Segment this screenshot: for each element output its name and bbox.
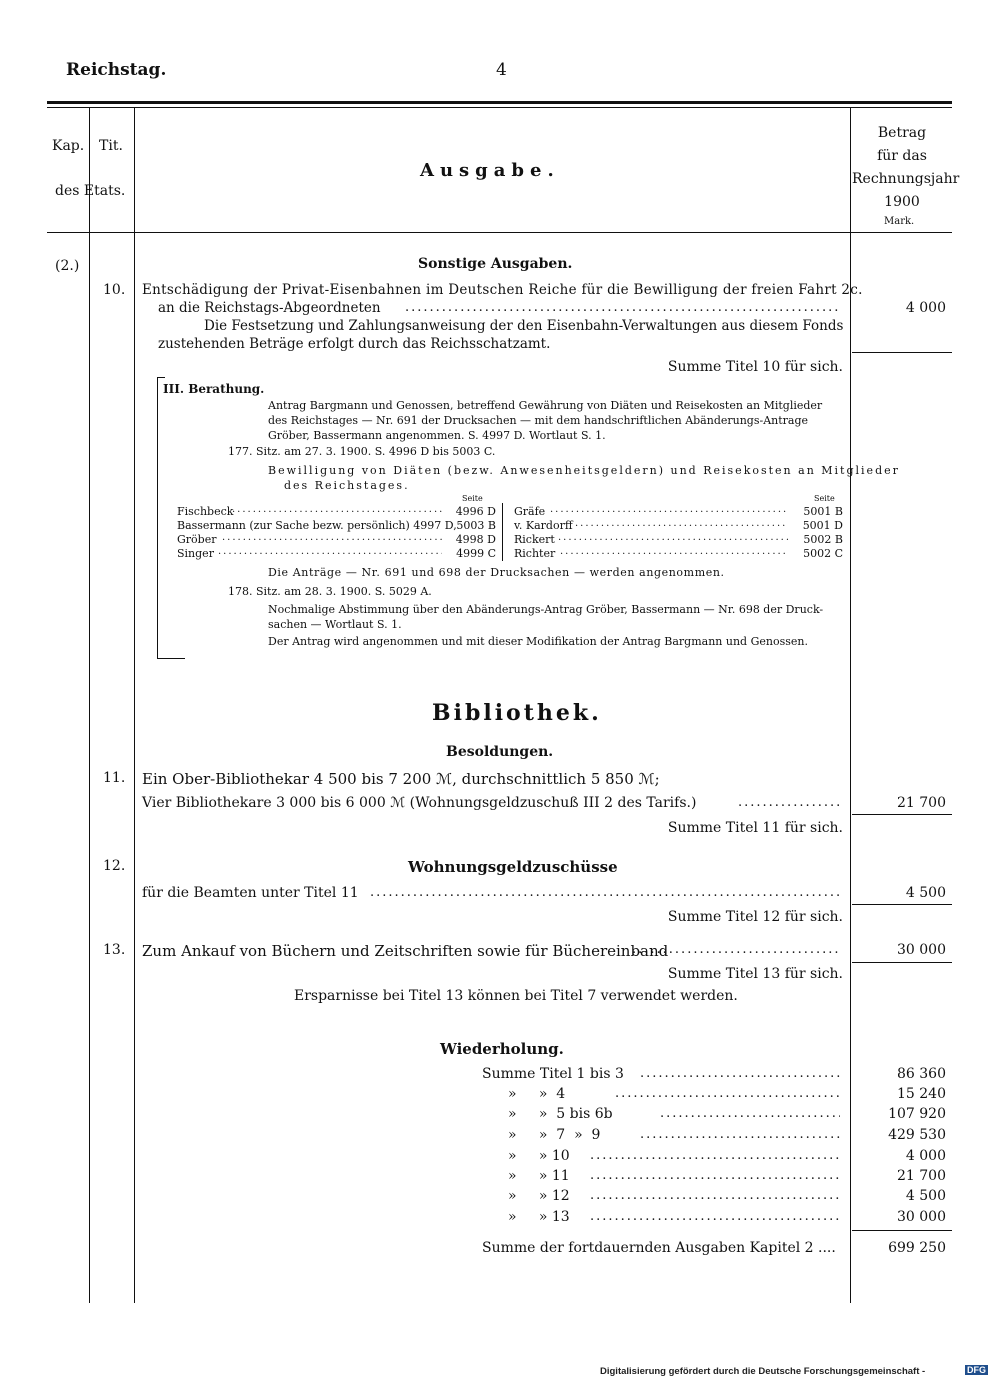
- speaker-page: 5003 B: [456, 519, 496, 532]
- tit-number: 13.: [103, 942, 126, 958]
- leader-dots: [590, 1148, 840, 1163]
- item-text: Entschädigung der Privat-Eisenbahnen im Deutschen Reiche für die Bewilligung der freien Fahrt 2c.: [142, 282, 863, 298]
- running-head: Reichstag.: [66, 60, 167, 80]
- kap-number: (2.): [55, 258, 80, 274]
- seite-label: Seite: [814, 494, 835, 503]
- recap-amount: 4 000: [905, 1148, 946, 1164]
- beratung-bracket-bottom: [157, 658, 185, 659]
- recap-amount: 86 360: [897, 1066, 946, 1082]
- speaker-page: 4998 D: [455, 533, 496, 546]
- speaker-page: 5002 C: [803, 547, 843, 560]
- speaker-name: v. Kardorff: [514, 519, 573, 532]
- beratung-result: Der Antrag wird angenommen und mit dieser Modifikation der Antrag Bargmann und Genossen.: [268, 635, 808, 648]
- summe-line: Summe Titel 13 für sich.: [667, 966, 843, 982]
- digitization-credit: Digitalisierung gefördert durch die Deutsche Forschungsgemeinschaft -: [600, 1366, 926, 1377]
- col-line-kap: [89, 108, 90, 1303]
- speaker-name: Gräfe: [514, 505, 546, 518]
- speaker-page: 4999 C: [456, 547, 496, 560]
- col-line-tit: [134, 108, 135, 1303]
- top-rule-thick: [47, 101, 952, 104]
- amount-rule: [852, 904, 952, 905]
- subheading-besoldungen: Besoldungen.: [446, 744, 554, 760]
- header-rule: [47, 232, 952, 233]
- head-title: Ausgabe.: [420, 160, 560, 181]
- beratung-text: Bewilligung von Diäten (bezw. Anwesenheitsgeldern) und Reisekosten an Mitglieder: [268, 464, 900, 477]
- amount: 30 000: [897, 942, 946, 958]
- speaker-page: 4996 D: [455, 505, 496, 518]
- recap-amount: 30 000: [897, 1209, 946, 1225]
- recap-label: » » 12: [508, 1188, 570, 1204]
- speaker-page: 5001 D: [802, 519, 843, 532]
- item-note: zustehenden Beträge erfolgt durch das Reichsschatzamt.: [158, 336, 551, 352]
- recap-amount: 429 530: [888, 1127, 946, 1143]
- sitzung-line: 178. Sitz. am 28. 3. 1900. S. 5029 A.: [228, 585, 432, 598]
- recap-label: » » 13: [508, 1209, 570, 1225]
- head-unit: Mark.: [884, 216, 915, 227]
- item-text: Ein Ober-Bibliothekar 4 500 bis 7 200 ℳ, durchschnittlich 5 850 ℳ;: [142, 770, 660, 788]
- betrag-line: 1900: [884, 194, 920, 210]
- speaker-name: Rickert: [514, 533, 555, 546]
- recap-amount: 4 500: [905, 1188, 946, 1204]
- subheading-wiederholung: Wiederholung.: [440, 1040, 564, 1058]
- speaker-name: Richter: [514, 547, 556, 560]
- recap-label: » » 7 » 9: [508, 1127, 601, 1143]
- betrag-line: Betrag: [877, 125, 927, 141]
- beratung-text: Gröber, Bassermann angenommen. S. 4997 D. Wortlaut S. 1.: [268, 429, 606, 442]
- leader-dots: [558, 532, 788, 543]
- recap-label: » » 4: [508, 1086, 566, 1102]
- recap-amount: 21 700: [897, 1168, 946, 1184]
- leader-dots: [550, 504, 788, 515]
- betrag-line: Rechnungsjahr: [852, 171, 960, 187]
- recap-label: » » 10: [508, 1148, 570, 1164]
- recap-amount: 15 240: [897, 1086, 946, 1102]
- leader-dots: [232, 504, 442, 515]
- beratung-bracket-top: [157, 377, 165, 378]
- speaker-name: Singer: [177, 547, 214, 560]
- speaker-page: 5002 B: [803, 533, 843, 546]
- amount: 4 000: [905, 300, 946, 316]
- leader-dots: [222, 532, 442, 543]
- dfg-logo: DFG: [967, 1365, 986, 1375]
- leader-dots: [590, 1188, 840, 1203]
- leader-dots: [560, 546, 788, 557]
- leader-dots: [218, 546, 442, 557]
- item-text: für die Beamten unter Titel 11: [142, 885, 359, 901]
- leader-dots: [640, 1127, 840, 1142]
- recap-label: Summe Titel 1 bis 3: [482, 1066, 624, 1082]
- summe-line: Summe Titel 10 für sich.: [667, 359, 843, 375]
- leader-dots: [575, 518, 788, 529]
- leader-dots: [632, 942, 840, 957]
- leader-dots: [738, 795, 840, 810]
- page-number: 4: [496, 60, 507, 80]
- beratung-text: Nochmalige Abstimmung über den Abänderungs-Antrag Gröber, Bassermann — Nr. 698 der Druck-: [268, 603, 824, 616]
- total-rule: [852, 1230, 952, 1231]
- item-text: an die Reichstags-Abgeordneten: [158, 300, 381, 316]
- amount-rule: [852, 962, 952, 963]
- amount: 21 700: [897, 795, 946, 811]
- recap-amount: 107 920: [888, 1106, 946, 1122]
- section-title-bibliothek: Bibliothek.: [432, 700, 602, 726]
- amount: 4 500: [905, 885, 946, 901]
- head-betrag: [852, 122, 960, 214]
- subheading-wohnungsgeld: Wohnungsgeldzuschüsse: [408, 858, 618, 876]
- tit-number: 11.: [103, 770, 126, 786]
- leader-dots: [640, 1066, 840, 1081]
- seite-label: Seite: [462, 494, 483, 503]
- total-label: Summe der fortdauernden Ausgaben Kapitel 2 ....: [482, 1240, 836, 1256]
- tit-number: 12.: [103, 858, 126, 874]
- tit-number: 10.: [103, 282, 126, 298]
- item-text: Vier Bibliothekare 3 000 bis 6 000 ℳ (Wohnungsgeldzuschuß III 2 des Tarifs.): [142, 795, 697, 811]
- summe-line: Summe Titel 11 für sich.: [667, 820, 843, 836]
- speaker-page: 5001 B: [803, 505, 843, 518]
- speaker-name: Gröber: [177, 533, 217, 546]
- item-note: Die Festsetzung und Zahlungsanweisung der den Eisenbahn-Verwaltungen aus diesem Fonds: [204, 318, 844, 334]
- beratung-text: des Reichstages — Nr. 691 der Drucksachen — mit dem handschriftlichen Abänderungs-Antrage: [268, 414, 809, 427]
- top-rule-thin: [47, 107, 952, 108]
- total-amount: 699 250: [888, 1240, 946, 1256]
- betrag-line: für das: [877, 148, 927, 164]
- leader-dots: [590, 1209, 840, 1224]
- beratung-text: des Reichstages.: [284, 479, 410, 492]
- beratung-text: sachen — Wortlaut S. 1.: [268, 618, 402, 631]
- beratung-bracket: [157, 377, 158, 658]
- sitzung-line: 177. Sitz. am 27. 3. 1900. S. 4996 D bis 5003 C.: [228, 445, 496, 458]
- leader-dots: [370, 885, 840, 900]
- head-tit: Tit.: [99, 138, 123, 154]
- section-heading-sonstige: Sonstige Ausgaben.: [418, 256, 573, 272]
- speaker-name: Fischbeck: [177, 505, 234, 518]
- ersparnisse-note: Ersparnisse bei Titel 13 können bei Titel 7 verwendet werden.: [294, 988, 738, 1004]
- speaker-name: Bassermann (zur Sache bezw. persönlich) 4997 D,: [177, 519, 457, 532]
- leader-dots: [405, 300, 840, 315]
- recap-label: » » 11: [508, 1168, 570, 1184]
- summe-line: Summe Titel 12 für sich.: [667, 909, 843, 925]
- leader-dots: [590, 1168, 840, 1183]
- item-text: Zum Ankauf von Büchern und Zeitschriften sowie für Büchereinband: [142, 942, 669, 960]
- head-des-etats: des Etats.: [55, 183, 126, 199]
- speaker-divider: [502, 503, 503, 561]
- leader-dots: [615, 1086, 840, 1101]
- beratung-heading: III. Berathung.: [163, 382, 265, 396]
- beratung-text: Antrag Bargmann und Genossen, betreffend Gewährung von Diäten und Reisekosten an Mitglieder: [268, 399, 823, 412]
- amount-rule: [852, 352, 952, 353]
- head-kap: Kap.: [52, 138, 85, 154]
- leader-dots: [660, 1106, 840, 1121]
- recap-label: » » 5 bis 6b: [508, 1106, 613, 1122]
- beratung-result: Die Anträge — Nr. 691 und 698 der Drucksachen — werden angenommen.: [268, 566, 725, 579]
- amount-rule: [852, 814, 952, 815]
